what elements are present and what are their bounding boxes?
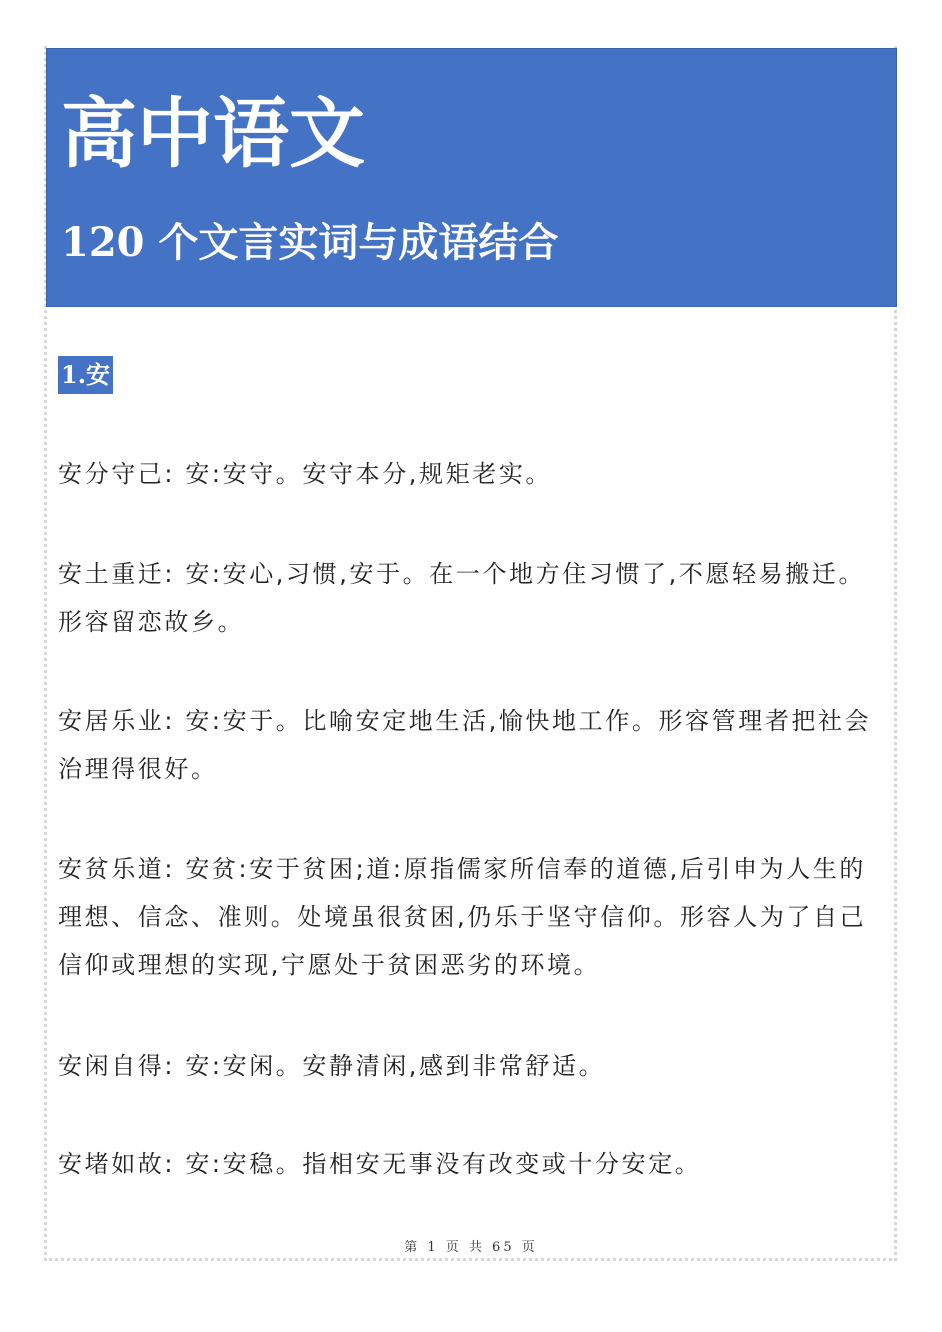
idiom-entry: 安分守己: 安:安守。安守本分,规矩老实。 — [58, 460, 553, 488]
document-subtitle: 120 个文言实词与成语结合 — [61, 219, 559, 266]
idiom-entry: 安闲自得: 安:安闲。安静清闲,感到非常舒适。 — [58, 1052, 606, 1080]
idiom-entry: 安堵如故: 安:安稳。指相安无事没有改变或十分安定。 — [58, 1150, 702, 1178]
idiom-entry: 安土重迁: 安:安心,习惯,安于。在一个地方住习惯了,不愿轻易搬迁。形容留恋故乡。 — [58, 560, 866, 636]
document-title: 高中语文 — [61, 89, 365, 178]
title-banner — [46, 48, 897, 307]
idiom-entry: 安居乐业: 安:安于。比喻安定地生活,愉快地工作。形容管理者把社会治理得很好。 — [58, 707, 872, 783]
page-footer: 第 1 页 共 65 页 — [404, 1240, 538, 1255]
idiom-entry: 安贫乐道: 安贫:安于贫困;道:原指儒家所信奉的道德,后引申为人生的理想、信念、准则。处境虽很贫困,仍乐于坚守信仰。形容人为了自己信仰或理想的实现,宁愿处于贫困恶劣的环境。 — [58, 855, 867, 979]
section-heading: 1.安 — [58, 356, 113, 394]
